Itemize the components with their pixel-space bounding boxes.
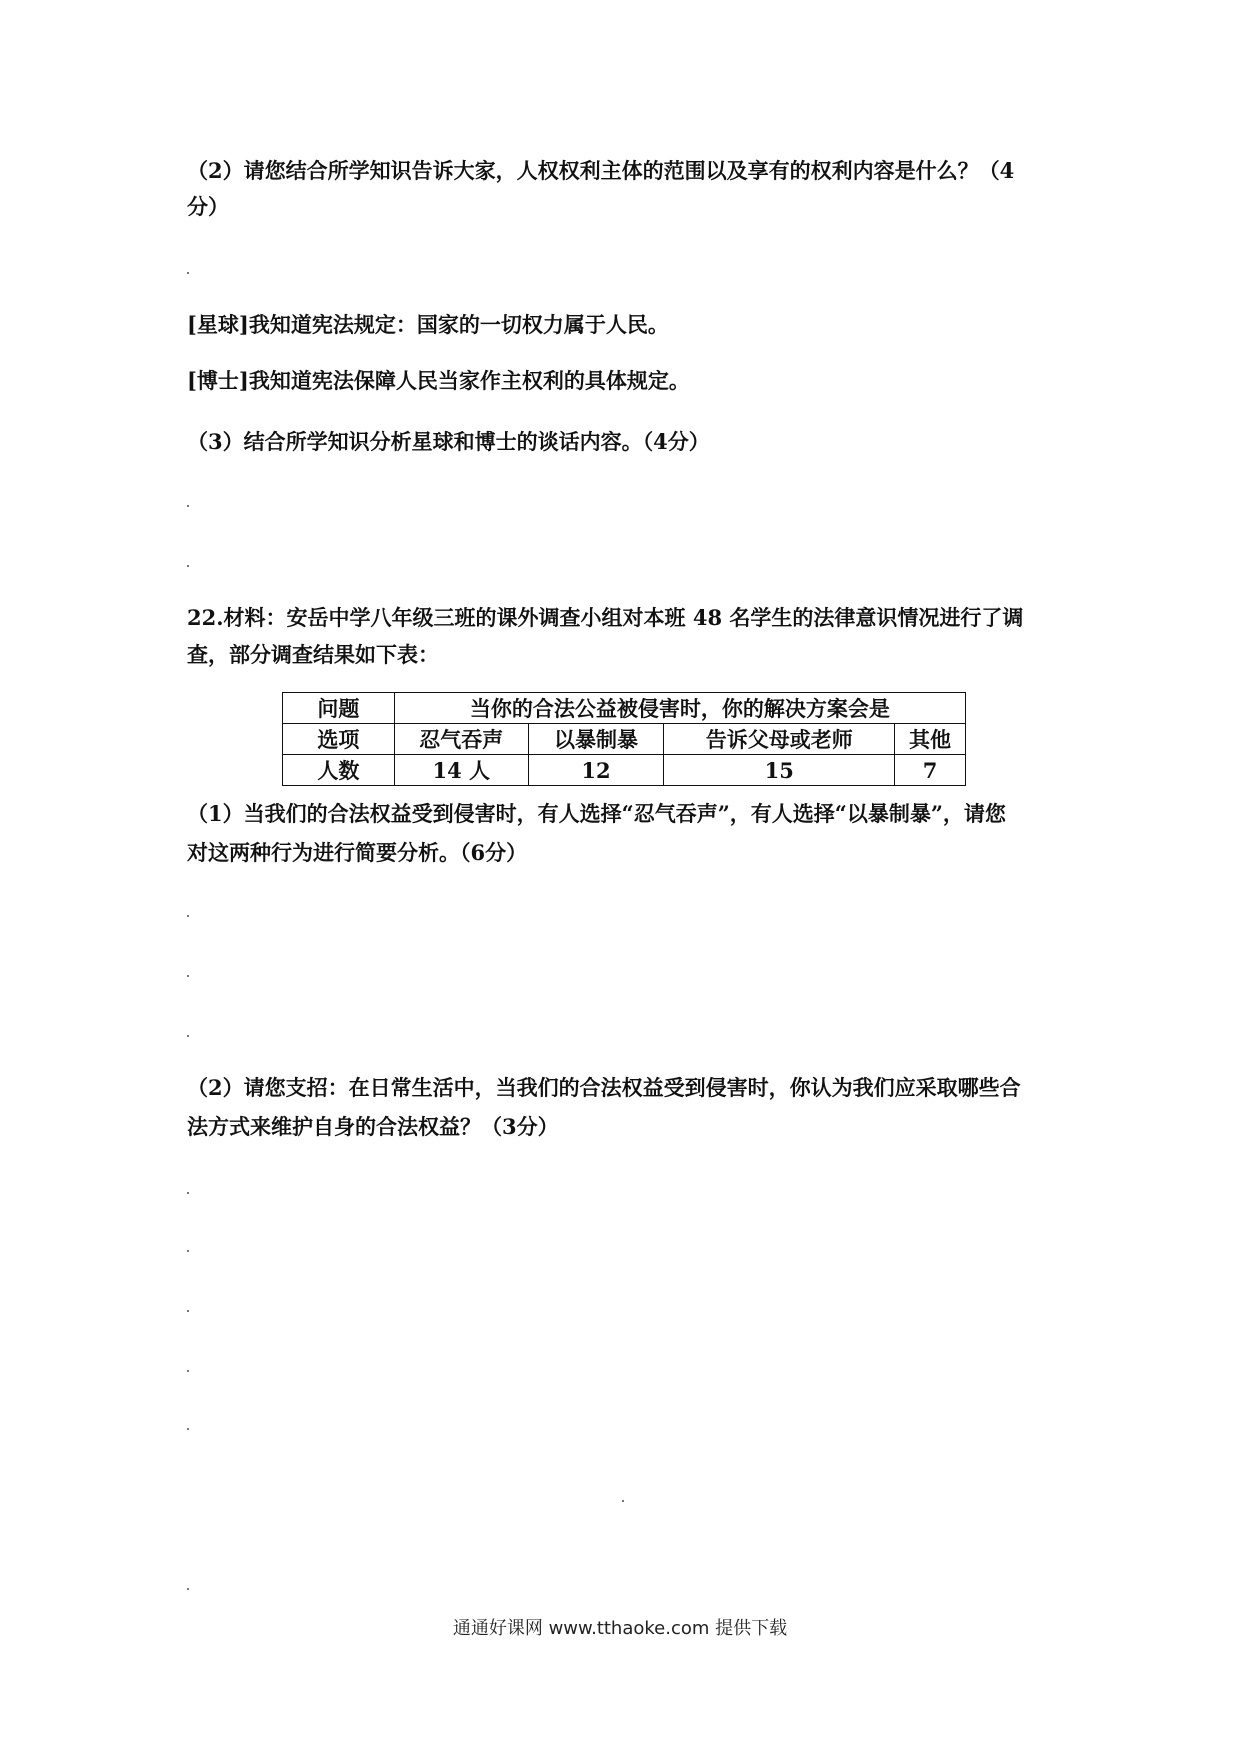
dialogue-line-xingqiu <box>187 310 669 340</box>
table-cell-label: 问题 <box>283 693 395 724</box>
scan-dot <box>187 565 189 567</box>
table-cell-count: 12 <box>528 755 664 786</box>
q22-part2-line1: （2）请您支招：在日常生活中，当我们的合法权益受到侵害时，你认为我们应采取哪些合 <box>187 1075 1021 1100</box>
table-row <box>283 693 966 724</box>
scan-dot <box>622 1500 624 1502</box>
table-cell-label: 选项 <box>283 724 395 755</box>
footer-credit: 通通好课网 www.tthaoke.com 提供下载 <box>452 1618 788 1639</box>
scan-dot <box>187 505 189 507</box>
q22-part1-line2: 对这两种行为进行简要分析。（6分） <box>187 840 528 865</box>
scan-dot <box>187 1250 189 1252</box>
table-row <box>283 724 966 755</box>
q21-part2-line2: 分） <box>187 194 229 219</box>
q22-intro-line1: 22.材料：安岳中学八年级三班的课外调查小组对本班 48 名学生的法律意识情况进行了调 <box>187 605 1024 630</box>
scan-dot <box>187 1035 189 1037</box>
q22-part2-line2: 法方式来维护自身的合法权益？（3分） <box>187 1114 559 1139</box>
q22-part1-line1: （1）当我们的合法权益受到侵害时，有人选择“忍气吞声”，有人选择“以暴制暴”，请您 <box>187 801 1006 826</box>
scan-dot <box>187 1192 189 1194</box>
table-row <box>283 755 966 786</box>
dialogue-text-boshi: 我知道宪法保障人民当家作主权利的具体规定。 <box>248 368 690 393</box>
table-cell-count: 14 人 <box>394 755 528 786</box>
table-cell-label: 人数 <box>283 755 395 786</box>
scan-dot <box>187 272 189 274</box>
dialogue-line-boshi <box>187 366 690 396</box>
dialogue-text-xingqiu: 我知道宪法规定：国家的一切权力属于人民。 <box>248 312 669 337</box>
scan-dot <box>187 1310 189 1312</box>
table-cell-option: 忍气吞声 <box>394 724 528 755</box>
table-cell-option: 以暴制暴 <box>528 724 664 755</box>
q21-part2-line1: （2）请您结合所学知识告诉大家，人权权利主体的范围以及享有的权利内容是什么？（4 <box>187 158 1015 183</box>
speaker-xingqiu: [星球] <box>187 312 249 337</box>
q22-intro-line2: 查，部分调查结果如下表： <box>187 642 439 667</box>
table-cell-option: 告诉父母或老师 <box>664 724 895 755</box>
scan-dot <box>187 1588 189 1590</box>
scan-dot <box>187 1428 189 1430</box>
scan-dot <box>187 1370 189 1372</box>
speaker-boshi: [博士] <box>187 368 249 393</box>
scan-dot <box>187 975 189 977</box>
q21-part3: （3）结合所学知识分析星球和博士的谈话内容。（4分） <box>187 429 710 454</box>
table-cell-count: 15 <box>664 755 895 786</box>
table-cell-count: 7 <box>895 755 966 786</box>
table-cell-question: 当你的合法公益被侵害时，你的解决方案会是 <box>394 693 965 724</box>
table-cell-option: 其他 <box>895 724 966 755</box>
scan-dot <box>187 915 189 917</box>
survey-table <box>282 692 966 786</box>
